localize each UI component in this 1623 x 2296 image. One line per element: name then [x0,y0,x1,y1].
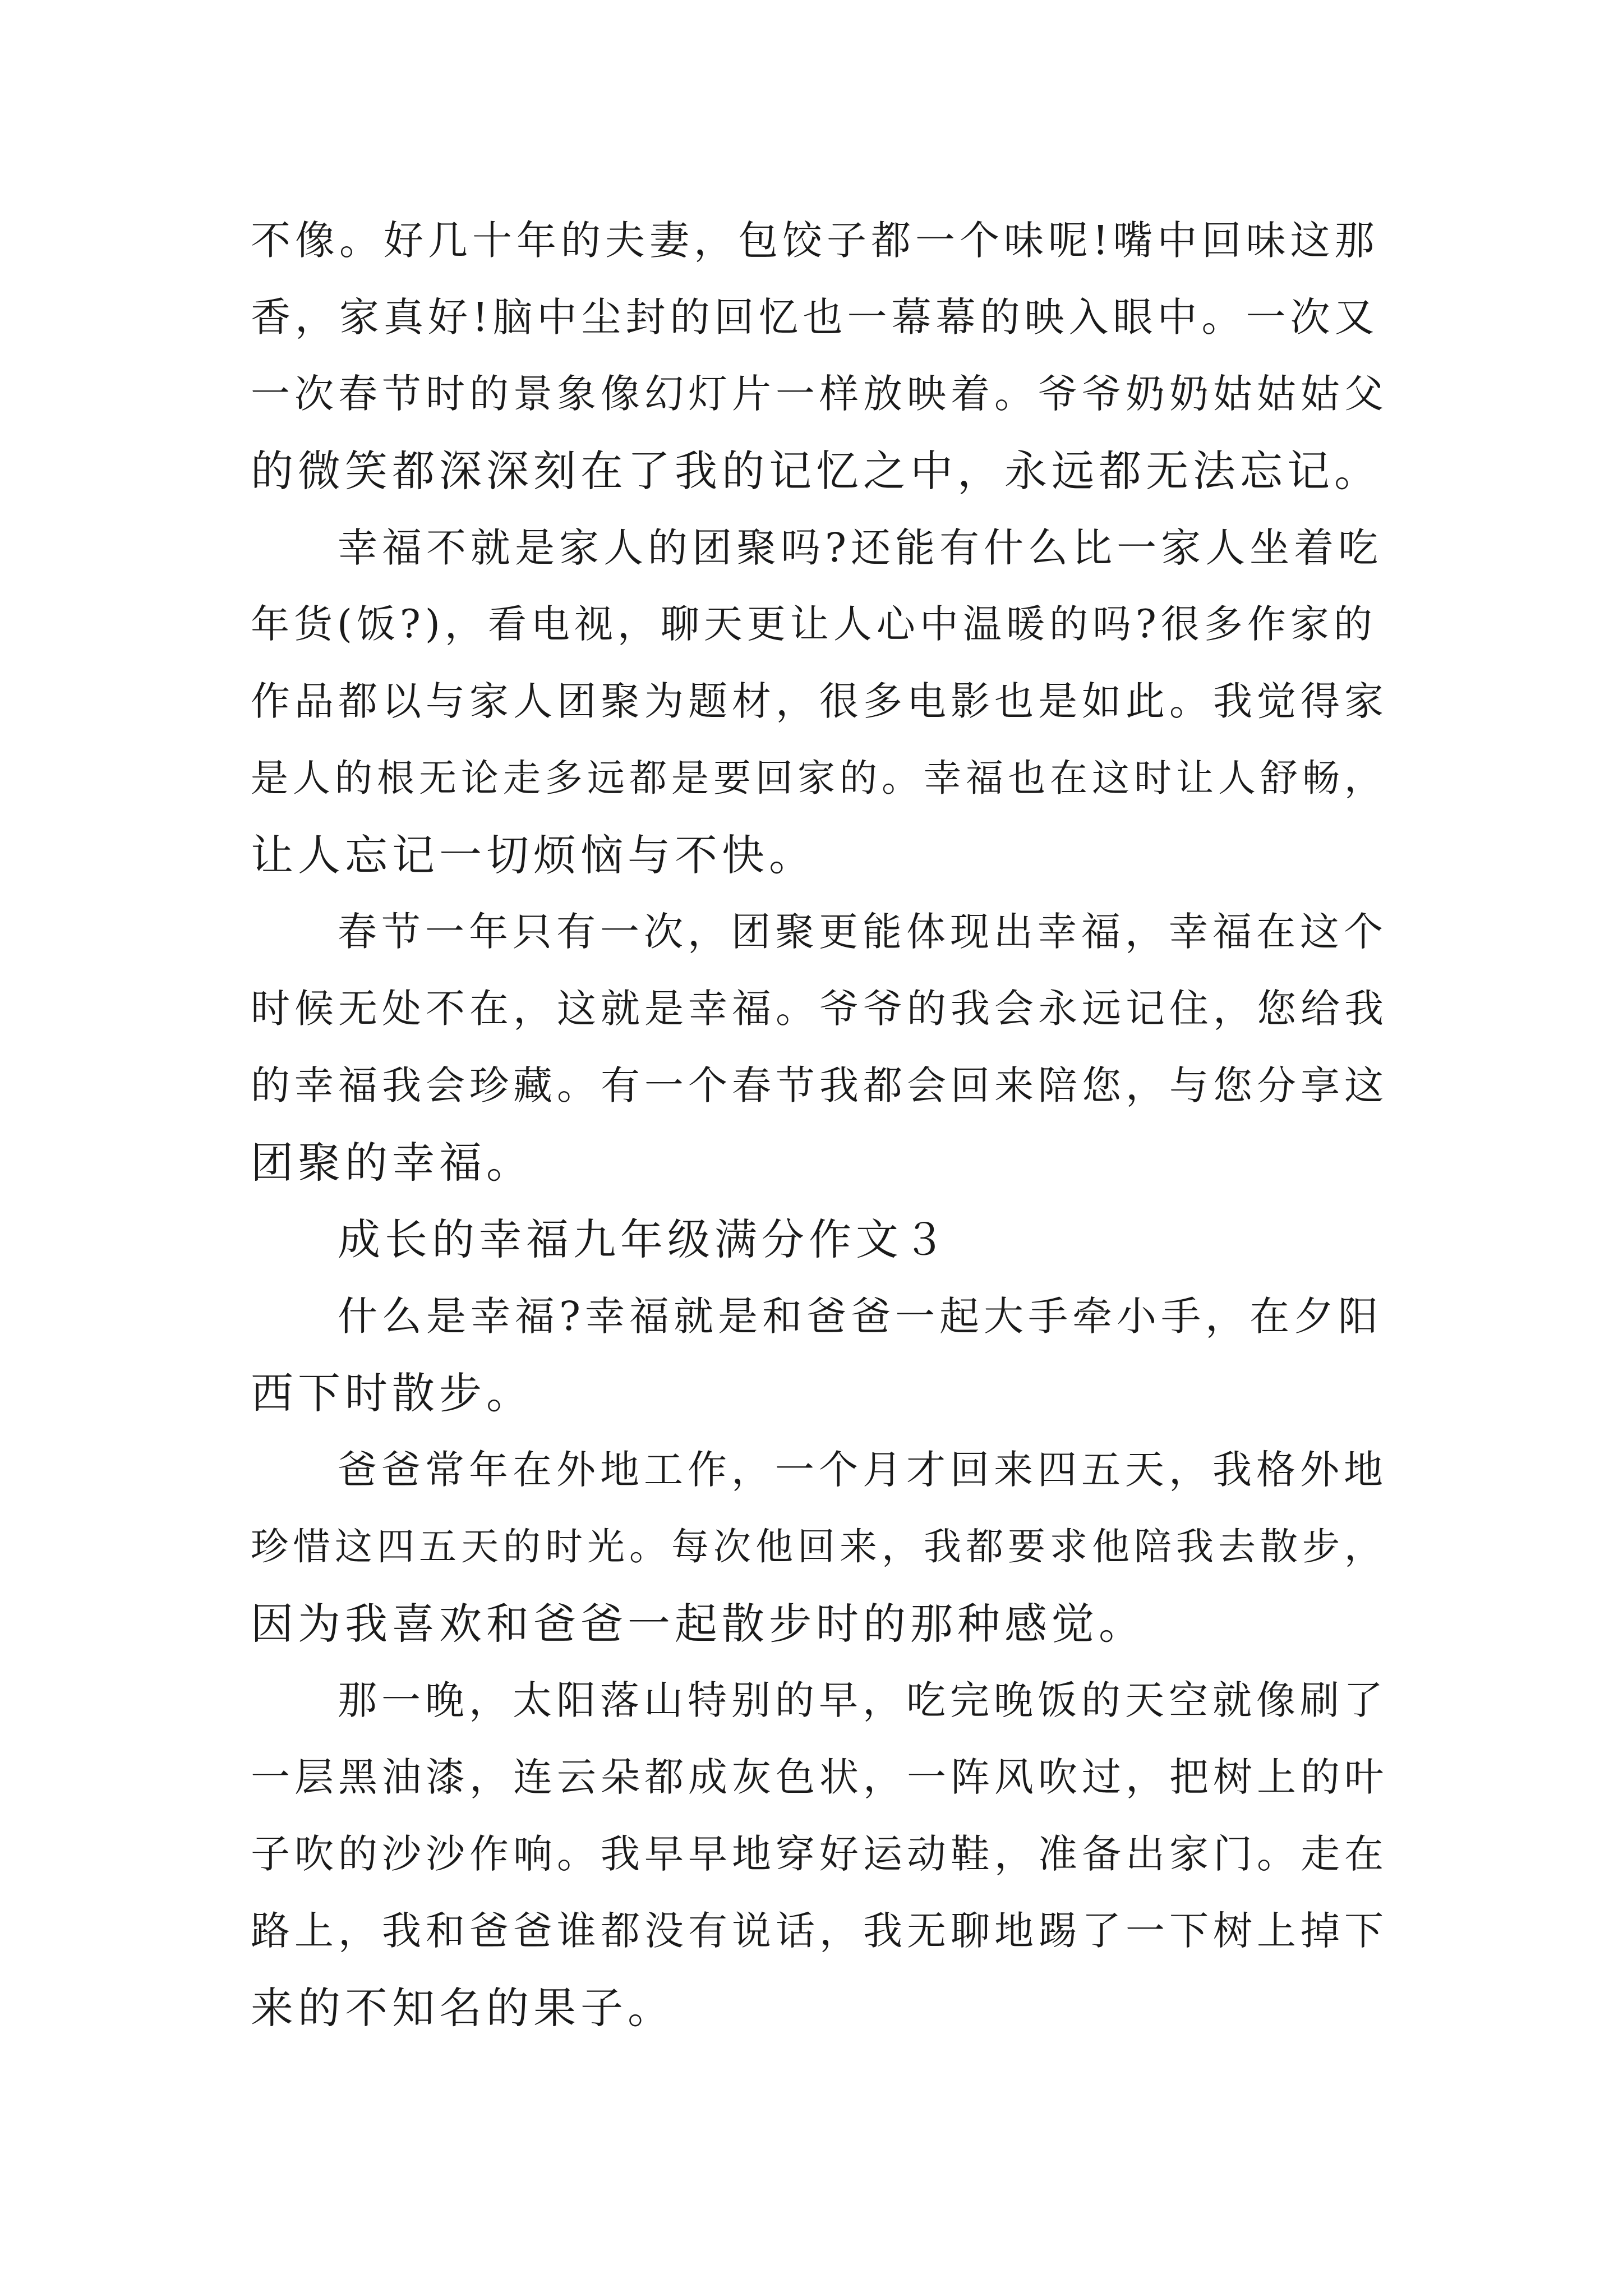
text-line: 什么是幸福?幸福就是和爸爸一起大手牵小手，在夕阳 [338,1293,1383,1340]
text-line: 路上，我和爸爸谁都没有说话，我无聊地踢了一下树上掉下 [251,1908,1388,1954]
text-line: 一次春节时的景象像幻灯片一样放映着。爷爷奶奶姑姑姑父 [251,371,1388,417]
text-line: 不像。好几十年的夫妻，包饺子都一个味呢!嘴中回味这那 [251,217,1379,264]
text-line: 春节一年只有一次，团聚更能体现出幸福，幸福在这个 [338,909,1387,955]
text-line: 作品都以与家人团聚为题材，很多电影也是如此。我觉得家 [251,678,1388,724]
document-body [251,202,1389,2046]
text-line: 时候无处不在，这就是幸福。爷爷的我会永远记住，您给我 [251,986,1388,1032]
text-line: 一层黑油漆，连云朵都成灰色状，一阵风吹过，把树上的叶 [251,1754,1388,1800]
text-line: 团聚的幸福。 [251,1138,533,1188]
text-line: 珍惜这四五天的时光。每次他回来，我都要求他陪我去散步， [251,1525,1386,1568]
text-line: 年货(饭?)，看电视，聊天更让人心中温暖的吗?很多作家的 [251,602,1377,647]
text-line: 成长的幸福九年级满分作文３ [338,1214,950,1264]
text-line: 让人忘记一切烦恼与不快。 [251,830,816,880]
text-line: 那一晚，太阳落山特别的早，吃完晚饭的天空就像刷了 [338,1677,1387,1723]
text-line: 来的不知名的果子。 [251,1983,675,2033]
text-line: 的微笑都深深刻在了我的记忆之中，永远都无法忘记。 [251,446,1381,496]
text-line: 西下时散步。 [251,1368,533,1418]
text-line: 子吹的沙沙作响。我早早地穿好运动鞋，准备出家门。走在 [251,1831,1388,1877]
text-line: 香，家真好!脑中尘封的回忆也一幕幕的映入眼中。一次又 [251,294,1379,341]
text-line: 是人的根无论走多远都是要回家的。幸福也在这时让人舒畅， [251,756,1386,800]
text-line: 幸福不就是家人的团聚吗?还能有什么比一家人坐着吃 [338,524,1383,571]
text-line: 的幸福我会珍藏。有一个春节我都会回来陪您，与您分享这 [251,1062,1388,1108]
text-line: 因为我喜欢和爸爸一起散步时的那种感觉。 [251,1599,1146,1649]
text-line: 爸爸常年在外地工作，一个月才回来四五天，我格外地 [338,1447,1387,1493]
